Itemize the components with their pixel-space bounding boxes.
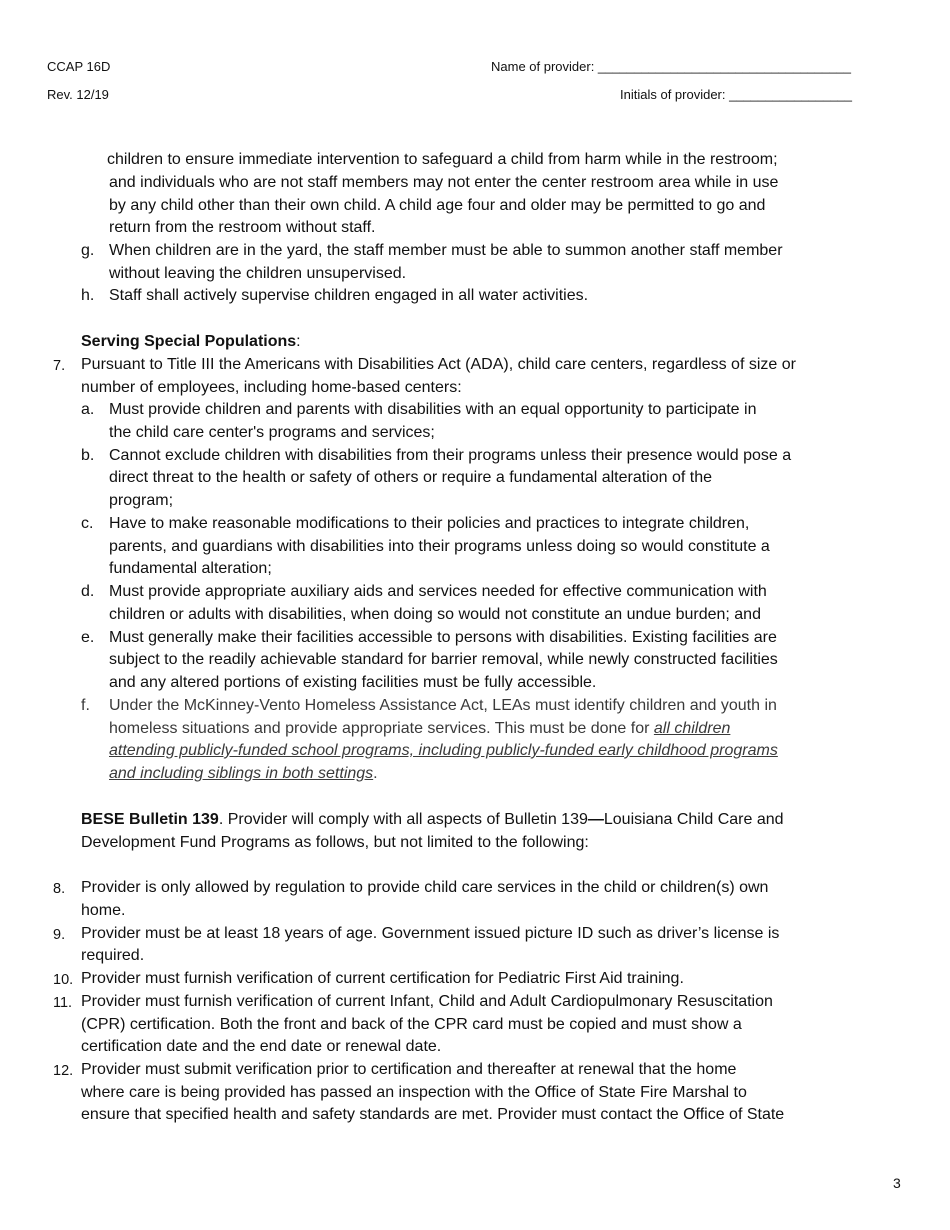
list-item-line: Provider must submit verification prior to certification and thereafter at renewal that the home [81, 1061, 737, 1078]
list-marker: 11. [53, 995, 73, 1011]
bulletin-line [81, 809, 784, 832]
page-number: 3 [893, 1175, 901, 1191]
list-item-line: direct threat to the health or safety of others or require a fundamental alteration of the [109, 469, 713, 486]
bulletin-title: BESE Bulletin 139 [81, 811, 219, 828]
list-item-line: Must provide appropriate auxiliary aids and services needed for effective communication with [109, 583, 767, 600]
list-item-line: Under the McKinney-Vento Homeless Assistance Act, LEAs must identify children and youth in [109, 697, 777, 714]
provider-initials-field: Initials of provider: _________________ [620, 87, 853, 102]
heading-bold: Serving Special Populations [81, 333, 297, 350]
heading-suffix: : [296, 333, 301, 350]
list-marker: 8. [53, 881, 66, 897]
list-item-line: When children are in the yard, the staff member must be able to summon another staff member [109, 242, 783, 259]
list-marker: 12. [53, 1063, 74, 1079]
list-item-line: Cannot exclude children with disabilities from their programs unless their presence would pose a [109, 447, 792, 464]
bulletin-intro-text: Louisiana Child Care and [603, 811, 784, 828]
list-marker: d. [81, 583, 95, 600]
list-item-line [109, 763, 378, 786]
list-item-line: required. [81, 947, 145, 964]
list-item-line: Must provide children and parents with disabilities with an equal opportunity to participate in [109, 401, 757, 418]
list-marker: b. [81, 447, 95, 464]
line-text: . [373, 765, 378, 782]
emphasis-line: attending publicly-funded school programs, including publicly-funded early childhood programs [109, 742, 778, 759]
list-marker: f. [81, 697, 90, 714]
list-marker: h. [81, 287, 95, 304]
emphasis-text: all children [653, 720, 731, 737]
list-item-line: program; [109, 492, 174, 509]
continuation-line: and individuals who are not staff members may not enter the center restroom area while in use [109, 174, 779, 191]
list-item-line: home. [81, 902, 126, 919]
list-item-line: Provider must furnish verification of current certification for Pediatric First Aid training. [81, 970, 684, 987]
list-item-line: Provider is only allowed by regulation to provide child care services in the child or children(s) own [81, 879, 769, 896]
list-marker: a. [81, 401, 95, 418]
list-marker: e. [81, 629, 95, 646]
list-item-line: (CPR) certification. Both the front and back of the CPR card must be copied and must show a [81, 1016, 742, 1033]
list-item-line: number of employees, including home-based centers: [81, 379, 462, 396]
list-item-line: where care is being provided has passed an inspection with the Office of State Fire Marshal to [81, 1084, 747, 1101]
emphasis-text: and including siblings in both settings [109, 765, 374, 782]
list-item-line: Provider must be at least 18 years of age. Government issued picture ID such as driver’s license is [81, 925, 780, 942]
list-item-line: Must generally make their facilities accessible to persons with disabilities. Existing facilities are [109, 629, 777, 646]
list-item-line: fundamental alteration; [109, 560, 272, 577]
list-item-line: certification date and the end date or renewal date. [81, 1038, 442, 1055]
list-item-line: and any altered portions of existing facilities must be fully accessible. [109, 674, 597, 691]
list-item-line: children or adults with disabilities, when doing so would not constitute an undue burden; and [109, 606, 761, 623]
list-item-line: Provider must furnish verification of current Infant, Child and Adult Cardiopulmonary Resuscitation [81, 993, 773, 1010]
continuation-line: by any child other than their own child. A child age four and older may be permitted to go and [109, 197, 766, 214]
continuation-line: return from the restroom without staff. [109, 219, 376, 236]
provider-name-field: Name of provider: ___________________________________ [491, 59, 851, 74]
list-item-line: Pursuant to Title III the Americans with Disabilities Act (ADA), child care centers, regardless of size or [81, 356, 796, 373]
bulletin-intro-text: . Provider will comply with all aspects of Bulletin 139 [218, 811, 588, 828]
struck-text: — [587, 811, 604, 828]
heading-line [81, 331, 301, 354]
bulletin-line: Development Fund Programs as follows, but not limited to the following: [81, 834, 589, 851]
form-revision: Rev. 12/19 [47, 87, 109, 102]
list-marker: 10. [53, 972, 74, 988]
list-item-line: Staff shall actively supervise children engaged in all water activities. [109, 287, 589, 304]
list-item-line: parents, and guardians with disabilities into their programs unless doing so would constitute a [109, 538, 770, 555]
list-item-line: ensure that specified health and safety standards are met. Provider must contact the Office of State [81, 1106, 785, 1123]
list-marker: 7. [53, 358, 66, 374]
list-item-line: Have to make reasonable modifications to their policies and practices to integrate children, [109, 515, 750, 532]
list-item-line: without leaving the children unsupervised. [109, 265, 407, 282]
line-text: homeless situations and provide appropriate services. This must be done for [109, 720, 654, 737]
list-marker: 9. [53, 927, 66, 943]
list-item-line: subject to the readily achievable standard for barrier removal, while newly constructed facilities [109, 651, 778, 668]
list-item-line: the child care center's programs and services; [109, 424, 435, 441]
continuation-line: children to ensure immediate intervention to safeguard a child from harm while in the restroom; [107, 151, 778, 168]
list-marker: g. [81, 242, 95, 259]
list-item-line [109, 718, 730, 741]
list-marker: c. [81, 515, 94, 532]
form-code: CCAP 16D [47, 59, 111, 74]
